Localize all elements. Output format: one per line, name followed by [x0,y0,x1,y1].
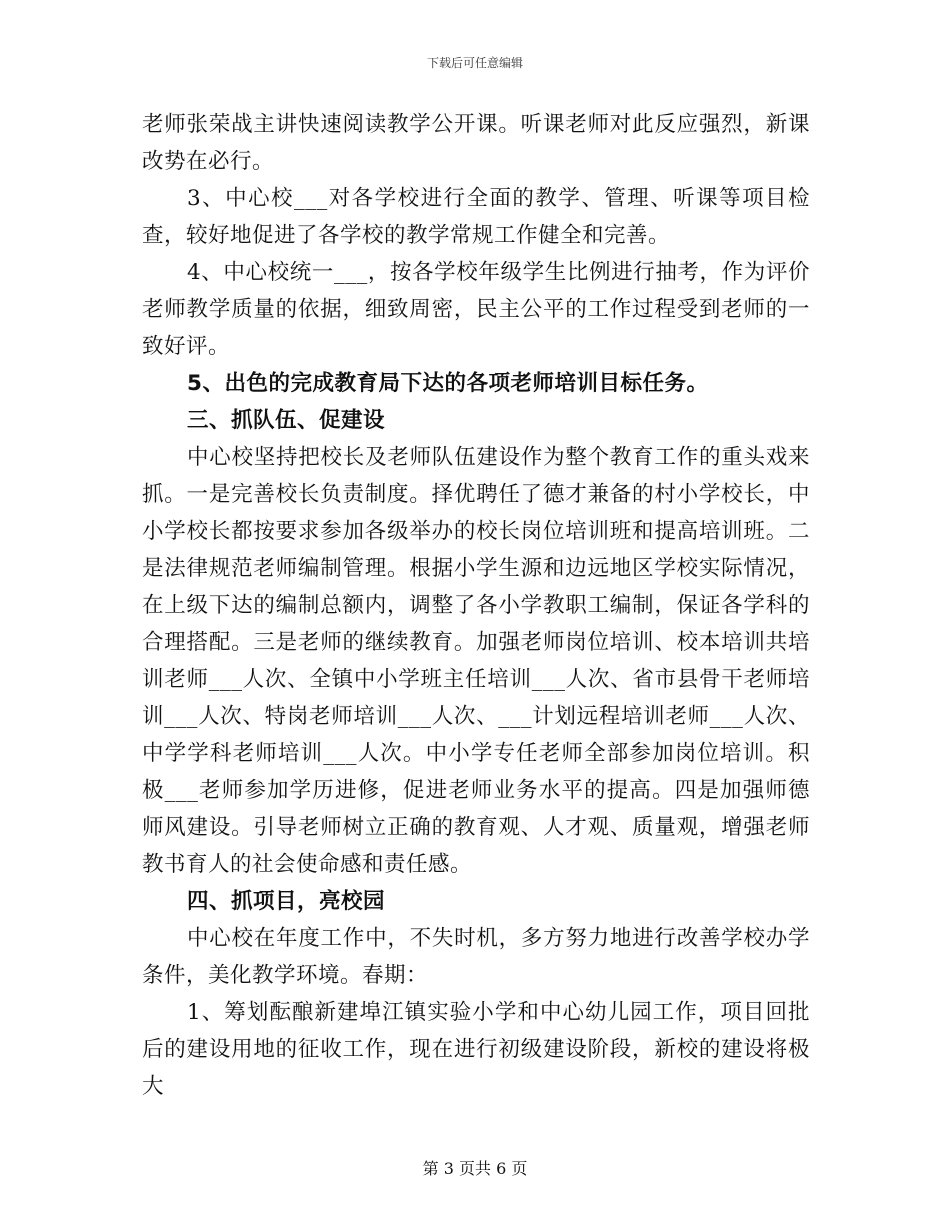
paragraph-projects-intro: 中心校在年度工作中，不失时机，多方努力地进行改善学校办学条件，美化教学环境。春期： [142,926,810,988]
paragraph-team-building: 中心校坚持把校长及老师队伍建设作为整个教育工作的重头戏来抓。一是完善校长负责制度。择优聘任了德才兼备的村小学校长，中小学校长都按要求参加各级举办的校长岗位培训班和提高培训班。二是法律规范老师编制管理。根据小学生源和边远地区学校实际情况，在上级下达的编制总额内，调整了各小学教职工编制，保证各学科的合理搭配。三是老师的继续教育。加强老师岗位培训、校本培训共培训老师___人次、全镇中小学班主任培训___人次、省市县骨干老师培训___人次、特岗老师培训___人次、___计划远程培训老师___人次、中学学科老师培训___人次。中小学专任老师全部参加岗位培训。积极___老师参加学历进修，促进老师业务水平的提高。四是加强师德师风建设。引导老师树立正确的教育观、人才观、质量观，增强老师教书育人的社会使命感和责任感。 [142,445,810,877]
page-header-note: 下载后可任意编辑 [426,56,523,70]
page-footer-page-number: 第 3 页共 6 页 [422,1159,528,1178]
paragraph-project-item-1: 1、筹划酝酿新建埠江镇实验小学和中心幼儿园工作，项目回批后的建设用地的征收工作，现在进行初级建设阶段，新校的建设将极大 [142,1000,810,1099]
section-heading-3: 三、抓队伍、促建设 [187,408,386,433]
paragraph-item-5-bold: 5、出色的完成教育局下达的各项老师培训目标任务。 [187,371,709,396]
section-heading-4: 四、抓项目，亮校园 [187,889,386,914]
document-body [142,106,810,1105]
paragraph-item-4: 4、中心校统一___，按各学校年级学生比例进行抽考，作为评价老师教学质量的依据，细致周密，民主公平的工作过程受到老师的一致好评。 [142,260,810,359]
paragraph-item-3: 3、中心校___对各学校进行全面的教学、管理、听课等项目检查，较好地促进了各学校的教学常规工作健全和完善。 [142,186,810,248]
paragraph-continuation: 老师张荣战主讲快速阅读教学公开课。听课老师对此反应强烈，新课改势在必行。 [142,112,810,174]
